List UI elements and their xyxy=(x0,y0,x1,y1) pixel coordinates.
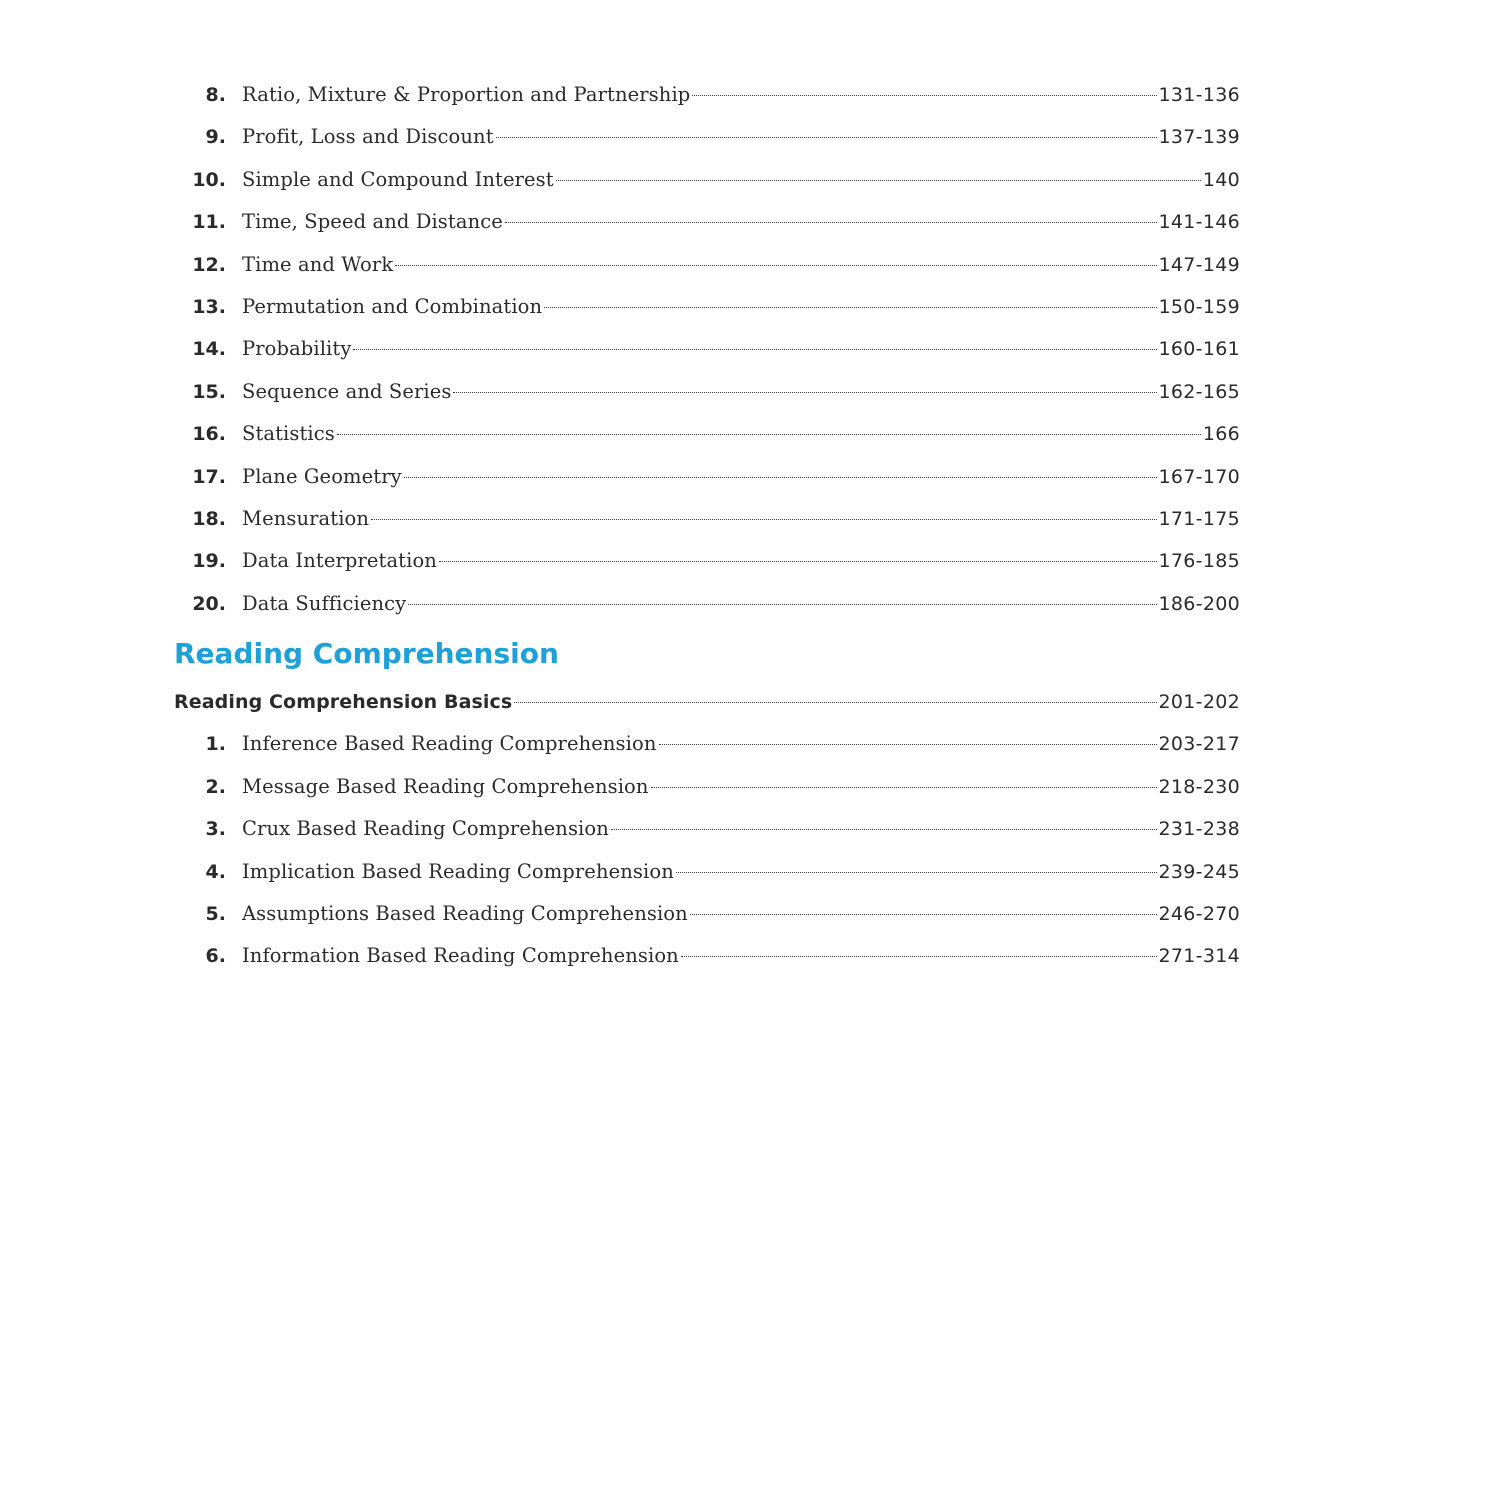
toc-entry[interactable] xyxy=(174,540,1240,582)
entry-pages: 140 xyxy=(1202,168,1240,191)
entry-number: 20. xyxy=(192,592,226,615)
toc-entry-basics[interactable] xyxy=(174,681,1240,723)
entry-number: 9. xyxy=(205,126,226,149)
entry-title: Probability xyxy=(242,337,352,361)
entry-pages: 167-170 xyxy=(1158,465,1240,488)
toc-entry[interactable] xyxy=(174,766,1240,808)
entry-number: 15. xyxy=(192,380,226,403)
dot-leader xyxy=(514,702,1156,703)
entry-pages: 246-270 xyxy=(1158,903,1240,926)
toc-entry[interactable] xyxy=(174,851,1240,893)
toc-entry[interactable] xyxy=(174,723,1240,765)
entry-number: 13. xyxy=(192,295,226,318)
entry-title: Time, Speed and Distance xyxy=(242,210,503,234)
dot-leader xyxy=(651,787,1157,788)
section-heading: Reading Comprehension xyxy=(174,637,559,671)
dot-leader xyxy=(690,914,1157,915)
entry-number: 8. xyxy=(205,84,226,106)
entry-pages: 147-149 xyxy=(1158,253,1240,276)
entry-pages: 201-202 xyxy=(1158,691,1240,714)
toc-entry[interactable] xyxy=(174,201,1240,243)
dot-leader xyxy=(496,137,1157,138)
entry-pages: 271-314 xyxy=(1158,945,1240,968)
entry-pages: 150-159 xyxy=(1158,295,1240,318)
entry-pages: 160-161 xyxy=(1158,338,1240,361)
entry-number: 19. xyxy=(192,550,226,573)
entry-pages: 141-146 xyxy=(1158,211,1240,234)
dot-leader xyxy=(439,561,1157,562)
entry-number: 2. xyxy=(205,775,226,798)
dot-leader xyxy=(453,392,1156,393)
toc-section-list xyxy=(174,723,1240,977)
entry-title: Profit, Loss and Discount xyxy=(242,125,494,149)
entry-number: 4. xyxy=(205,860,226,883)
toc-entry[interactable] xyxy=(174,328,1240,370)
entry-title: Permutation and Combination xyxy=(242,294,543,318)
toc-entry[interactable] xyxy=(174,808,1240,850)
entry-pages: 176-185 xyxy=(1158,550,1240,573)
entry-title: Data Sufficiency xyxy=(242,591,407,615)
entry-number: 6. xyxy=(205,945,226,968)
entry-title: Information Based Reading Comprehension xyxy=(242,944,679,968)
dot-leader xyxy=(404,477,1157,478)
entry-title: Crux Based Reading Comprehension xyxy=(242,817,609,841)
entry-title: Sequence and Series xyxy=(242,379,452,403)
toc-entry[interactable] xyxy=(174,74,1240,116)
dot-leader xyxy=(659,744,1157,745)
entry-pages: 218-230 xyxy=(1158,775,1240,798)
toc-entry[interactable] xyxy=(174,935,1240,977)
entry-title: Message Based Reading Comprehension xyxy=(242,774,649,798)
dot-leader xyxy=(337,434,1201,435)
entry-number: 11. xyxy=(192,211,226,234)
entry-pages: 166 xyxy=(1202,423,1240,446)
dot-leader xyxy=(408,604,1156,605)
dot-leader xyxy=(692,95,1156,96)
toc-entry[interactable] xyxy=(174,583,1240,625)
dot-leader xyxy=(681,956,1157,957)
entry-pages: 186-200 xyxy=(1158,592,1240,615)
toc-entry[interactable] xyxy=(174,893,1240,935)
entry-pages: 231-238 xyxy=(1158,818,1240,841)
entry-title: Ratio, Mixture & Proportion and Partnership xyxy=(242,83,691,106)
entry-pages: 131-136 xyxy=(1158,84,1240,106)
entry-pages: 162-165 xyxy=(1158,380,1240,403)
entry-number: 5. xyxy=(205,903,226,926)
entry-number: 3. xyxy=(205,818,226,841)
entry-title: Assumptions Based Reading Comprehension xyxy=(242,902,688,926)
table-of-contents xyxy=(174,74,1240,978)
entry-title: Plane Geometry xyxy=(242,464,402,488)
toc-entry[interactable] xyxy=(174,498,1240,540)
toc-entry[interactable] xyxy=(174,456,1240,498)
toc-entry[interactable] xyxy=(174,286,1240,328)
entry-title: Reading Comprehension Basics xyxy=(174,691,513,714)
toc-entry[interactable] xyxy=(174,159,1240,201)
dot-leader xyxy=(544,307,1156,308)
toc-entry[interactable] xyxy=(174,244,1240,286)
entry-number: 16. xyxy=(192,423,226,446)
entry-title: Mensuration xyxy=(242,506,370,530)
dot-leader xyxy=(676,872,1157,873)
dot-leader xyxy=(556,180,1201,181)
dot-leader xyxy=(505,222,1157,223)
entry-title: Inference Based Reading Comprehension xyxy=(242,732,657,756)
entry-title: Data Interpretation xyxy=(242,549,437,573)
entry-pages: 171-175 xyxy=(1158,507,1240,530)
entry-title: Simple and Compound Interest xyxy=(242,167,554,191)
toc-entry[interactable] xyxy=(174,413,1240,455)
entry-number: 12. xyxy=(192,253,226,276)
entry-pages: 137-139 xyxy=(1158,126,1240,149)
toc-entry[interactable] xyxy=(174,116,1240,158)
dot-leader xyxy=(353,349,1156,350)
entry-pages: 239-245 xyxy=(1158,860,1240,883)
entry-number: 18. xyxy=(192,507,226,530)
entry-title: Time and Work xyxy=(242,252,394,276)
entry-number: 14. xyxy=(192,338,226,361)
dot-leader xyxy=(371,519,1156,520)
entry-pages: 203-217 xyxy=(1158,733,1240,756)
entry-number: 17. xyxy=(192,465,226,488)
toc-entry[interactable] xyxy=(174,371,1240,413)
toc-upper-list xyxy=(174,74,1240,625)
dot-leader xyxy=(611,829,1157,830)
entry-number: 10. xyxy=(192,168,226,191)
entry-title: Implication Based Reading Comprehension xyxy=(242,859,674,883)
entry-number: 1. xyxy=(205,733,226,756)
entry-title: Statistics xyxy=(242,422,335,446)
dot-leader xyxy=(395,265,1156,266)
